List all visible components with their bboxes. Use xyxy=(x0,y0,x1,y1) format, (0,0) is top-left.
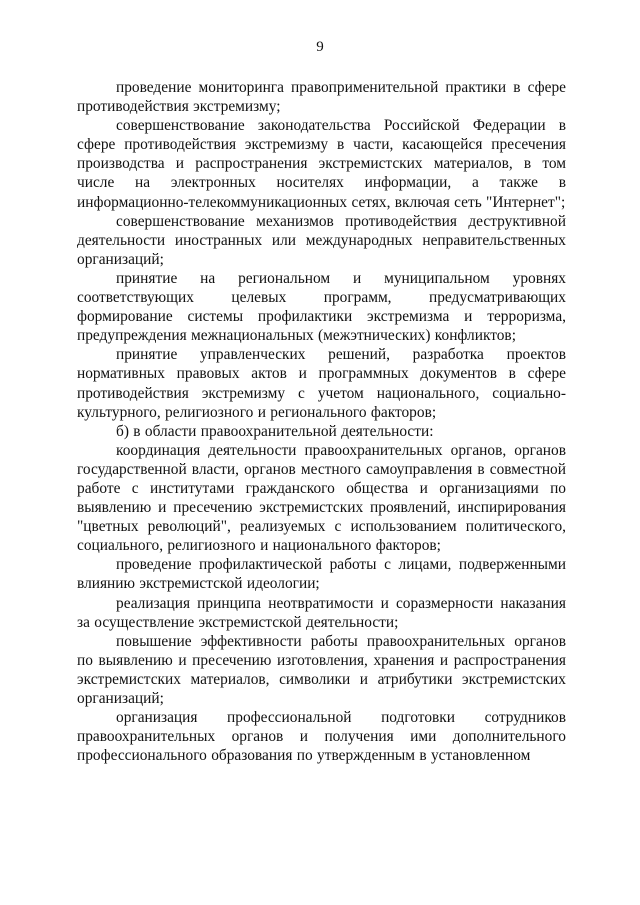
paragraph-management-decisions: принятие управленческих решений, разработка проектов нормативных правовых актов и программных документов в сфере противодействия экстремизму с учетом национального, социально-культурного, религиозного и регионального факторов; xyxy=(77,346,566,421)
paragraph-training: организация профессиональной подготовки сотрудников правоохранительных органов и получения ими дополнительного профессионального образования по утвержденным в установленном xyxy=(77,709,566,765)
page-number: 9 xyxy=(316,39,324,55)
paragraph-preventive-work: проведение профилактической работы с лицами, подверженными влиянию экстремистской идеологии; xyxy=(77,556,566,593)
paragraph-efficiency: повышение эффективности работы правоохранительных органов по выявлению и пресечению изготовления, хранения и распространения экстремистских материалов, символики и атрибутики экстремистских организаций; xyxy=(77,632,566,707)
paragraph-legislation: совершенствование законодательства Российской Федерации в сфере противодействия экстремизму в части, касающейся пресечения производства и распространения экстремистских материалов, в том числе на электронных носителях информации, а также в информационно-телекоммуникационных сетях, включая сеть "Интернет"; xyxy=(77,117,566,211)
paragraph-inevitability: реализация принципа неотвратимости и соразмерности наказания за осуществление экстремистской деятельности; xyxy=(77,594,566,631)
paragraph-monitoring: проведение мониторинга правоприменительной практики в сфере противодействия экстремизму; xyxy=(77,79,566,116)
paragraph-coordination: координация деятельности правоохранительных органов, органов государственной власти, органов местного самоуправления в совместной работе с институтами гражданского общества и организациями по выявлению и пресечению экстремистских проявлений, инспирирования "цветных революций", реализуемых с использованием политического, социального, религиозного и национального факторов; xyxy=(77,441,566,555)
section-heading-law-enforcement: б) в области правоохранительной деятельности: xyxy=(116,422,434,440)
paragraph-regional-programs: принятие на региональном и муниципальном уровнях соответствующих целевых программ, предусматривающих формирование системы профилактики экстремизма и терроризма, предупреждения межнациональных (межэтнических) конфликтов; xyxy=(77,269,566,345)
paragraph-ngo-counteraction: совершенствование механизмов противодействия деструктивной деятельности иностранных или международных неправительственных организаций; xyxy=(77,212,566,268)
document-body xyxy=(77,78,566,765)
